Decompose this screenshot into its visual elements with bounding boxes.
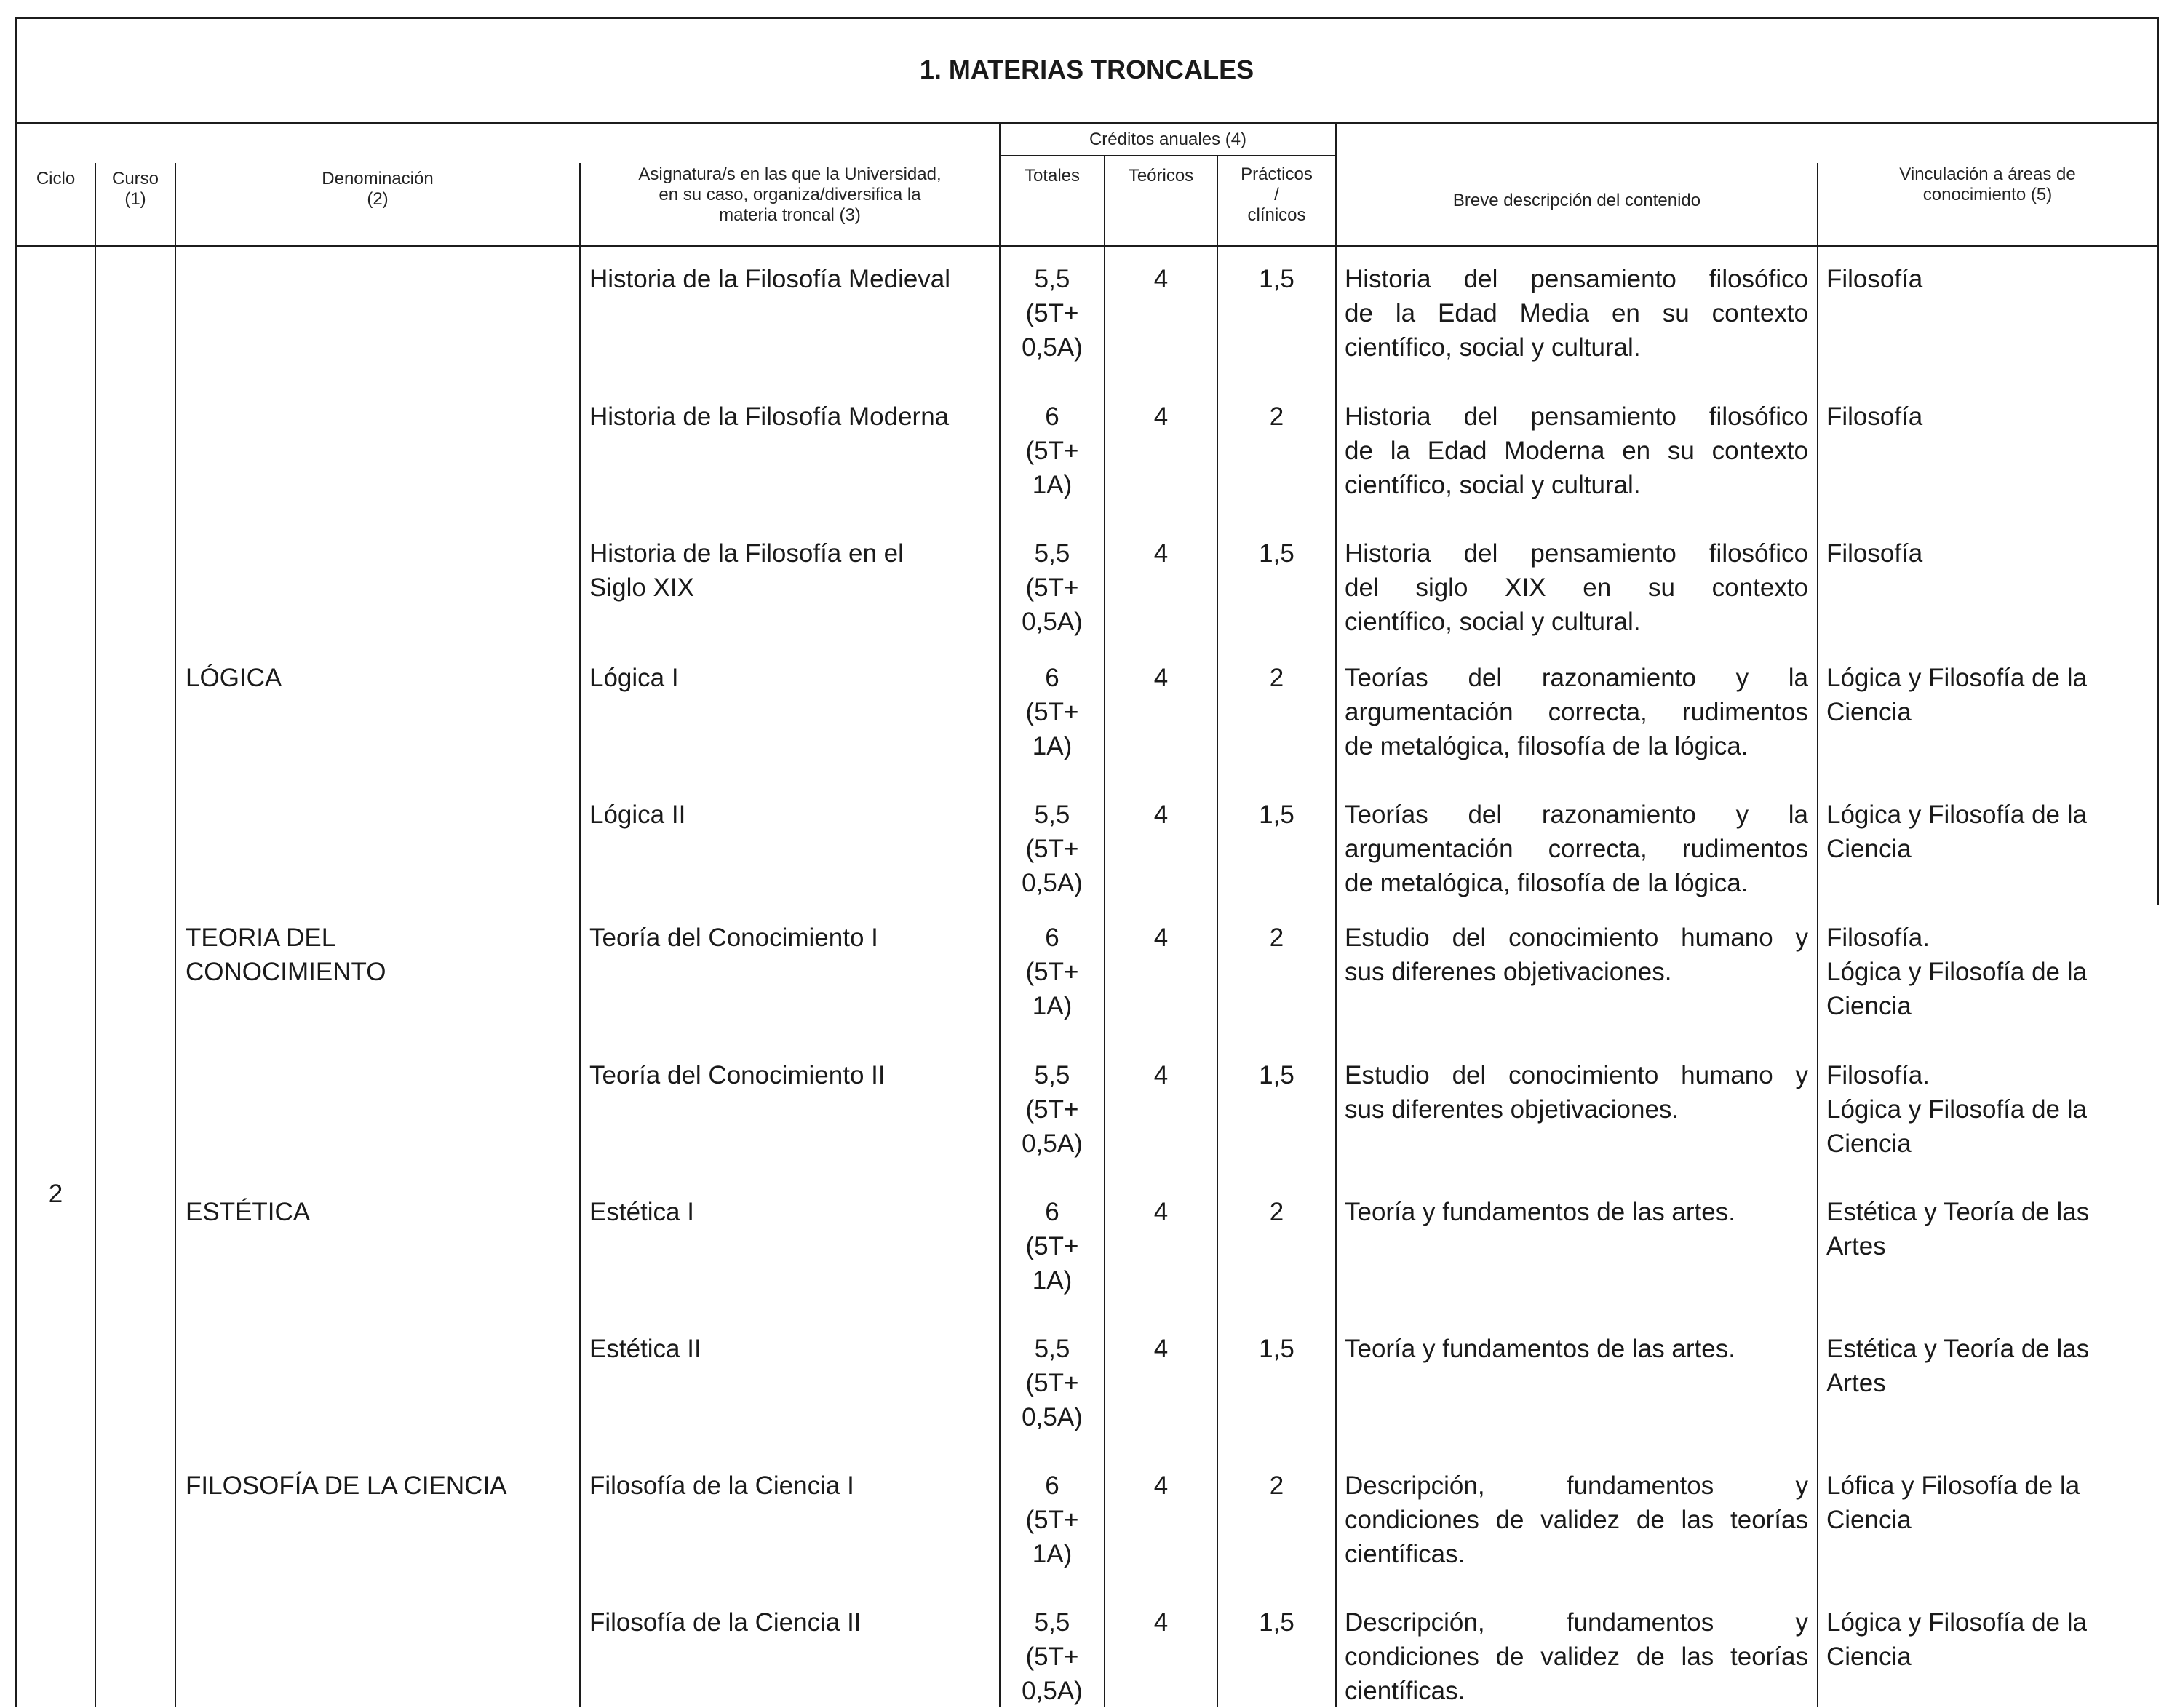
creditos-practicos-cell: 2 xyxy=(1269,1471,1284,1500)
header-totales: Totales xyxy=(1024,166,1081,186)
descripcion-line: Teoría y fundamentos de las artes. xyxy=(1345,1335,1735,1363)
denominacion-cell: FILOSOFÍA DE LA CIENCIA xyxy=(186,1471,507,1500)
asignatura-cell: Historia de la Filosofía en el Siglo XIX xyxy=(589,539,904,602)
descripcion-line: Historia del pensamiento filosófico xyxy=(1345,265,1808,293)
descripcion-line: condiciones de validez de las teorías xyxy=(1345,1643,1808,1671)
descripcion-line: de metalógica, filosofía de la lógica. xyxy=(1345,732,1749,760)
header-asignatura-line: materia troncal (3) xyxy=(719,205,861,225)
creditos-practicos-cell: 1,5 xyxy=(1259,1608,1294,1637)
credits-group-line xyxy=(999,155,1335,156)
header-creditos-anuales: Créditos anuales (4) xyxy=(1089,130,1247,149)
denominacion-cell: ESTÉTICA xyxy=(186,1198,311,1226)
area-conocimiento-cell: Filosofía. Lógica y Filosofía de la Ciencia xyxy=(1826,1061,2087,1158)
creditos-practicos-cell: 2 xyxy=(1269,402,1284,431)
header-asignatura-line: en su caso, organiza/diversifica la xyxy=(659,185,921,204)
descripcion-cell xyxy=(1345,1469,1808,1571)
descripcion-line: Estudio del conocimiento humano y xyxy=(1345,923,1808,952)
creditos-totales-cell: 6 (5T+ 1A) xyxy=(1025,1198,1079,1295)
header-practicos-line: clínicos xyxy=(1247,205,1306,225)
col-line-2 xyxy=(175,163,176,1707)
header-practicos-line: / xyxy=(1274,185,1279,204)
area-conocimiento-cell: Filosofía xyxy=(1826,402,1923,431)
creditos-totales-cell: 5,5 (5T+ 0,5A) xyxy=(1022,539,1083,636)
creditos-teoricos-cell: 4 xyxy=(1153,1061,1169,1089)
area-conocimiento-cell: Estética y Teoría de las Artes xyxy=(1826,1335,2090,1397)
descripcion-line: científicas. xyxy=(1345,1677,1465,1705)
descripcion-line: Descripción, fundamentos y xyxy=(1345,1471,1808,1500)
asignatura-cell: Historia de la Filosofía Moderna xyxy=(589,402,950,431)
col-line-1 xyxy=(95,163,96,1707)
denominacion-cell: LÓGICA xyxy=(186,664,282,692)
descripcion-line: argumentación correcta, rudimentos xyxy=(1345,698,1808,726)
frame-right-line xyxy=(2157,17,2159,905)
creditos-practicos-cell: 2 xyxy=(1269,1198,1284,1226)
area-conocimiento-cell: Lógica y Filosofía de la Ciencia xyxy=(1826,664,2087,726)
descripcion-line: Historia del pensamiento filosófico xyxy=(1345,402,1808,431)
descripcion-cell xyxy=(1345,400,1808,502)
creditos-practicos-cell: 2 xyxy=(1269,664,1284,692)
creditos-practicos-cell: 1,5 xyxy=(1259,539,1294,568)
descripcion-line: Teorías del razonamiento y la xyxy=(1345,801,1808,829)
creditos-practicos-cell: 2 xyxy=(1269,923,1284,952)
creditos-practicos-cell: 1,5 xyxy=(1259,801,1294,829)
descripcion-cell xyxy=(1345,661,1808,763)
area-conocimiento-cell: Filosofía. Lógica y Filosofía de la Ciencia xyxy=(1826,923,2087,1020)
creditos-teoricos-cell: 4 xyxy=(1153,664,1169,692)
descripcion-line: científico, social y cultural. xyxy=(1345,471,1641,499)
asignatura-cell: Lógica II xyxy=(589,801,686,829)
area-conocimiento-cell: Lógica y Filosofía de la Ciencia xyxy=(1826,1608,2087,1671)
creditos-totales-cell: 5,5 (5T+ 0,5A) xyxy=(1022,1608,1083,1705)
creditos-totales-cell: 5,5 (5T+ 0,5A) xyxy=(1022,801,1083,897)
header-denominacion-note: (2) xyxy=(367,189,389,209)
header-vinculacion-line: conocimiento (5) xyxy=(1922,185,2053,204)
descripcion-line: sus diferenes objetivaciones. xyxy=(1345,958,1672,986)
creditos-teoricos-cell: 4 xyxy=(1153,1471,1169,1500)
area-conocimiento-cell: Estética y Teoría de las Artes xyxy=(1826,1198,2090,1260)
header-curso-note: (1) xyxy=(124,189,146,209)
descripcion-cell xyxy=(1345,262,1808,365)
creditos-practicos-cell: 1,5 xyxy=(1259,1335,1294,1363)
creditos-totales-cell: 6 (5T+ 1A) xyxy=(1025,402,1079,499)
header-curso xyxy=(96,169,175,210)
asignatura-cell: Filosofía de la Ciencia II xyxy=(589,1608,862,1637)
creditos-totales-cell: 6 (5T+ 1A) xyxy=(1025,923,1079,1020)
title-bottom-line xyxy=(15,122,2159,124)
asignatura-cell: Filosofía de la Ciencia I xyxy=(589,1471,854,1500)
descripcion-line: de la Edad Media en su contexto xyxy=(1345,299,1808,327)
ciclo-value: 2 xyxy=(48,1180,63,1208)
descripcion-line: científicas. xyxy=(1345,1540,1465,1568)
header-bottom-line xyxy=(15,245,2159,247)
header-ciclo: Ciclo xyxy=(36,169,76,188)
creditos-teoricos-cell: 4 xyxy=(1153,1608,1169,1637)
creditos-teoricos-cell: 4 xyxy=(1153,265,1169,293)
descripcion-line: científico, social y cultural. xyxy=(1345,333,1641,362)
asignatura-cell: Estética I xyxy=(589,1198,694,1226)
col-line-3 xyxy=(579,163,581,1707)
descripcion-line: Estudio del conocimiento humano y xyxy=(1345,1061,1808,1089)
descripcion-line: Descripción, fundamentos y xyxy=(1345,1608,1808,1637)
creditos-totales-cell: 6 (5T+ 1A) xyxy=(1025,1471,1079,1568)
denominacion-cell: TEORIA DEL CONOCIMIENTO xyxy=(186,923,386,986)
frame-top-line xyxy=(15,17,2159,19)
descripcion-cell xyxy=(1345,1605,1808,1708)
asignatura-cell: Estética II xyxy=(589,1335,701,1363)
document-title: 1. MATERIAS TRONCALES xyxy=(919,55,1254,84)
descripcion-cell xyxy=(1345,536,1808,639)
descripcion-cell xyxy=(1345,1058,1808,1127)
area-conocimiento-cell: Filosofía xyxy=(1826,265,1923,293)
header-descripcion: Breve descripción del contenido xyxy=(1452,191,1701,210)
creditos-totales-cell: 5,5 (5T+ 0,5A) xyxy=(1022,1061,1083,1158)
creditos-teoricos-cell: 4 xyxy=(1153,1198,1169,1226)
header-practicos-line: Prácticos xyxy=(1241,164,1313,184)
area-conocimiento-cell: Lógica y Filosofía de la Ciencia xyxy=(1826,801,2087,863)
header-asignatura xyxy=(581,164,999,226)
header-denominacion xyxy=(176,169,579,210)
descripcion-line: Historia del pensamiento filosófico xyxy=(1345,539,1808,568)
creditos-totales-cell: 5,5 (5T+ 0,5A) xyxy=(1022,265,1083,362)
header-asignatura-line: Asignatura/s en las que la Universidad, xyxy=(638,164,942,184)
header-vinculacion-line: Vinculación a áreas de xyxy=(1899,164,2076,184)
asignatura-cell: Teoría del Conocimiento I xyxy=(589,923,878,952)
descripcion-line: sus diferentes objetivaciones. xyxy=(1345,1095,1679,1124)
creditos-teoricos-cell: 4 xyxy=(1153,539,1169,568)
creditos-totales-cell: 5,5 (5T+ 0,5A) xyxy=(1022,1335,1083,1431)
descripcion-line: del siglo XIX en su contexto xyxy=(1345,573,1808,602)
descripcion-line: de la Edad Moderna en su contexto xyxy=(1345,437,1808,465)
descripcion-cell xyxy=(1345,1332,1808,1366)
asignatura-cell: Historia de la Filosofía Medieval xyxy=(589,265,951,293)
descripcion-cell xyxy=(1345,921,1808,989)
header-denominacion-label: Denominación xyxy=(322,169,434,188)
header-practicos xyxy=(1218,164,1335,226)
descripcion-line: científico, social y cultural. xyxy=(1345,608,1641,636)
descripcion-cell xyxy=(1345,1195,1808,1229)
descripcion-line: de metalógica, filosofía de la lógica. xyxy=(1345,869,1749,897)
creditos-teoricos-cell: 4 xyxy=(1153,801,1169,829)
creditos-teoricos-cell: 4 xyxy=(1153,1335,1169,1363)
col-line-8 xyxy=(1817,163,1818,1707)
creditos-teoricos-cell: 4 xyxy=(1153,923,1169,952)
header-teoricos: Teóricos xyxy=(1128,166,1194,186)
frame-left-line xyxy=(15,17,17,1707)
header-curso-label: Curso xyxy=(111,169,159,188)
asignatura-cell: Lógica I xyxy=(589,664,679,692)
descripcion-cell xyxy=(1345,798,1808,900)
area-conocimiento-cell: Lófica y Filosofía de la Ciencia xyxy=(1826,1471,2080,1534)
descripcion-line: Teoría y fundamentos de las artes. xyxy=(1345,1198,1735,1226)
creditos-practicos-cell: 1,5 xyxy=(1259,265,1294,293)
creditos-practicos-cell: 1,5 xyxy=(1259,1061,1294,1089)
descripcion-line: argumentación correcta, rudimentos xyxy=(1345,835,1808,863)
col-line-7 xyxy=(1335,122,1337,1707)
descripcion-line: condiciones de validez de las teorías xyxy=(1345,1506,1808,1534)
area-conocimiento-cell: Filosofía xyxy=(1826,539,1923,568)
descripcion-line: Teorías del razonamiento y la xyxy=(1345,664,1808,692)
creditos-totales-cell: 6 (5T+ 1A) xyxy=(1025,664,1079,760)
asignatura-cell: Teoría del Conocimiento II xyxy=(589,1061,886,1089)
header-vinculacion xyxy=(1818,164,2157,205)
creditos-teoricos-cell: 4 xyxy=(1153,402,1169,431)
